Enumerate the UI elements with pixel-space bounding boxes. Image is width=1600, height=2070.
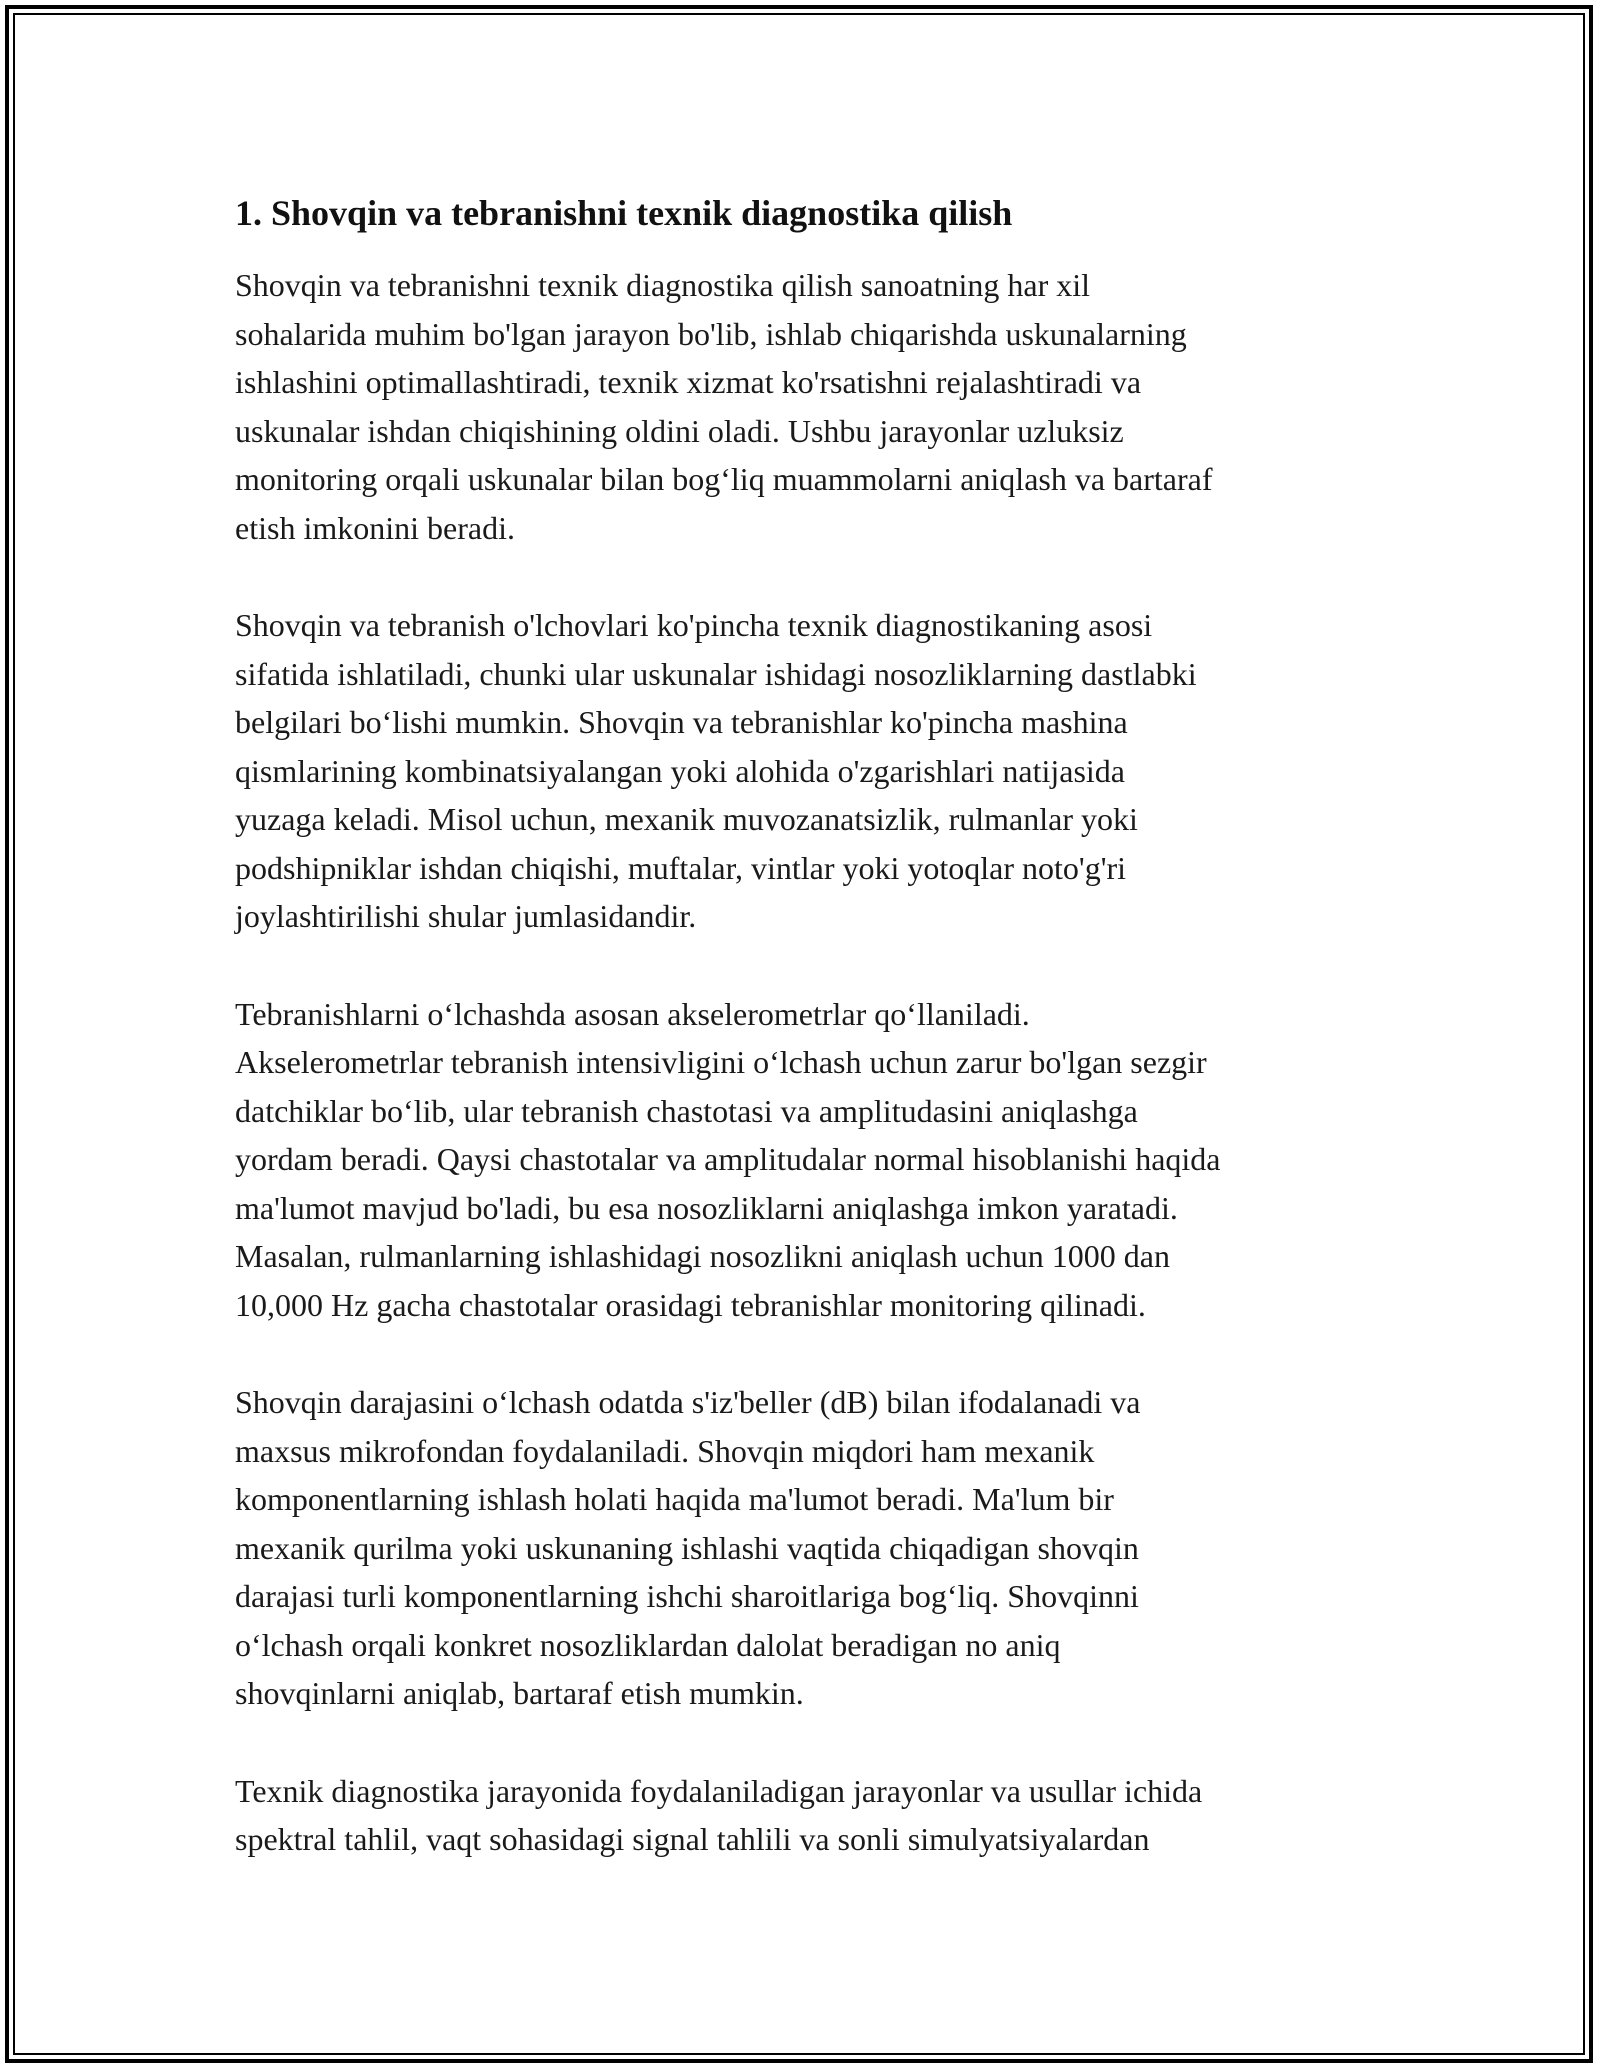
paragraph-accelerometers bbox=[235, 990, 1395, 1330]
document-body bbox=[235, 185, 1395, 1913]
text-line: monitoring orqali uskunalar bilan bog‘liq muammolarni aniqlash va bartaraf bbox=[235, 461, 1213, 497]
text-line: sohalarida muhim bo'lgan jarayon bo'lib, ishlab chiqarishda uskunalarning bbox=[235, 315, 1187, 352]
text-line: spektral tahlil, vaqt sohasidagi signal tahlili va sonli simulyatsiyalardan bbox=[235, 1821, 1150, 1857]
text-line: joylashtirilishi shular jumlasidandir. bbox=[235, 898, 697, 934]
text-line: podshipniklar ishdan chiqishi, muftalar, vintlar yoki yotoqlar noto'g'ri bbox=[235, 849, 1126, 886]
text-line: yordam beradi. Qaysi chastotalar va amplitudalar normal hisoblanishi haqida bbox=[235, 1141, 1221, 1177]
text-line: qismlarining kombinatsiyalangan yoki alohida o'zgarishlari natijasida bbox=[235, 752, 1125, 789]
text-line: sifatida ishlatiladi, chunki ular uskunalar ishidagi nosozliklarning dastlabki bbox=[235, 655, 1197, 692]
paragraph-noise-level bbox=[235, 1378, 1395, 1718]
text-line: Shovqin va tebranish o'lchovlari ko'pincha texnik diagnostikaning asosi bbox=[235, 607, 1153, 643]
text-line: etish imkonini beradi. bbox=[235, 509, 515, 546]
text-line: Masalan, rulmanlarning ishlashidagi nosozlikni aniqlash uchun 1000 dan bbox=[235, 1238, 1170, 1274]
text-line: Texnik diagnostika jarayonida foydalaniladigan jarayonlar va usullar ichida bbox=[235, 1772, 1203, 1809]
paragraph-intro bbox=[235, 261, 1395, 552]
text-line: darajasi turli komponentlarning ishchi sharoitlariga bog‘liq. Shovqinni bbox=[235, 1578, 1139, 1614]
text-line: Tebranishlarni o‘lchashda asosan akselerometrlar qo‘llaniladi. bbox=[235, 995, 1030, 1032]
text-line: datchiklar bo‘lib, ular tebranish chastotasi va amplitudasini aniqlashga bbox=[235, 1092, 1138, 1129]
text-line: belgilari bo‘lishi mumkin. Shovqin va tebranishlar ko'pincha mashina bbox=[235, 704, 1128, 740]
text-line: Shovqin va tebranishni texnik diagnostika qilish sanoatning har xil bbox=[235, 267, 1090, 303]
text-line: o‘lchash orqali konkret nosozliklardan dalolat beradigan no aniq bbox=[235, 1626, 1061, 1663]
text-line: komponentlarning ishlash holati haqida ma'lumot beradi. Ma'lum bir bbox=[235, 1481, 1114, 1517]
text-line: ma'lumot mavjud bo'ladi, bu esa nosozliklarni aniqlashga imkon yaratadi. bbox=[235, 1189, 1178, 1226]
text-line: shovqinlarni aniqlab, bartaraf etish mumkin. bbox=[235, 1675, 804, 1711]
section-heading: 1. Shovqin va tebranishni texnik diagnostika qilish bbox=[235, 193, 1013, 233]
text-line: ishlashini optimallashtiradi, texnik xizmat ko'rsatishni rejalashtiradi va bbox=[235, 364, 1142, 400]
text-line: 10,000 Hz gacha chastotalar orasidagi tebranishlar monitoring qilinadi. bbox=[235, 1286, 1146, 1323]
paragraph-measurements bbox=[235, 601, 1395, 941]
text-line: uskunalar ishdan chiqishining oldini oladi. Ushbu jarayonlar uzluksiz bbox=[235, 412, 1124, 449]
text-line: maxsus mikrofondan foydalaniladi. Shovqin miqdori ham mexanik bbox=[235, 1432, 1095, 1469]
text-line: Akselerometrlar tebranish intensivligini o‘lchash uchun zarur bo'lgan sezgir bbox=[235, 1044, 1207, 1080]
paragraph-methods bbox=[235, 1767, 1395, 1864]
text-line: mexanik qurilma yoki uskunaning ishlashi vaqtida chiqadigan shovqin bbox=[235, 1529, 1139, 1566]
text-line: yuzaga keladi. Misol uchun, mexanik muvozanatsizlik, rulmanlar yoki bbox=[235, 801, 1138, 837]
text-line: Shovqin darajasini o‘lchash odatda s'iz'beller (dB) bilan ifodalanadi va bbox=[235, 1384, 1141, 1420]
